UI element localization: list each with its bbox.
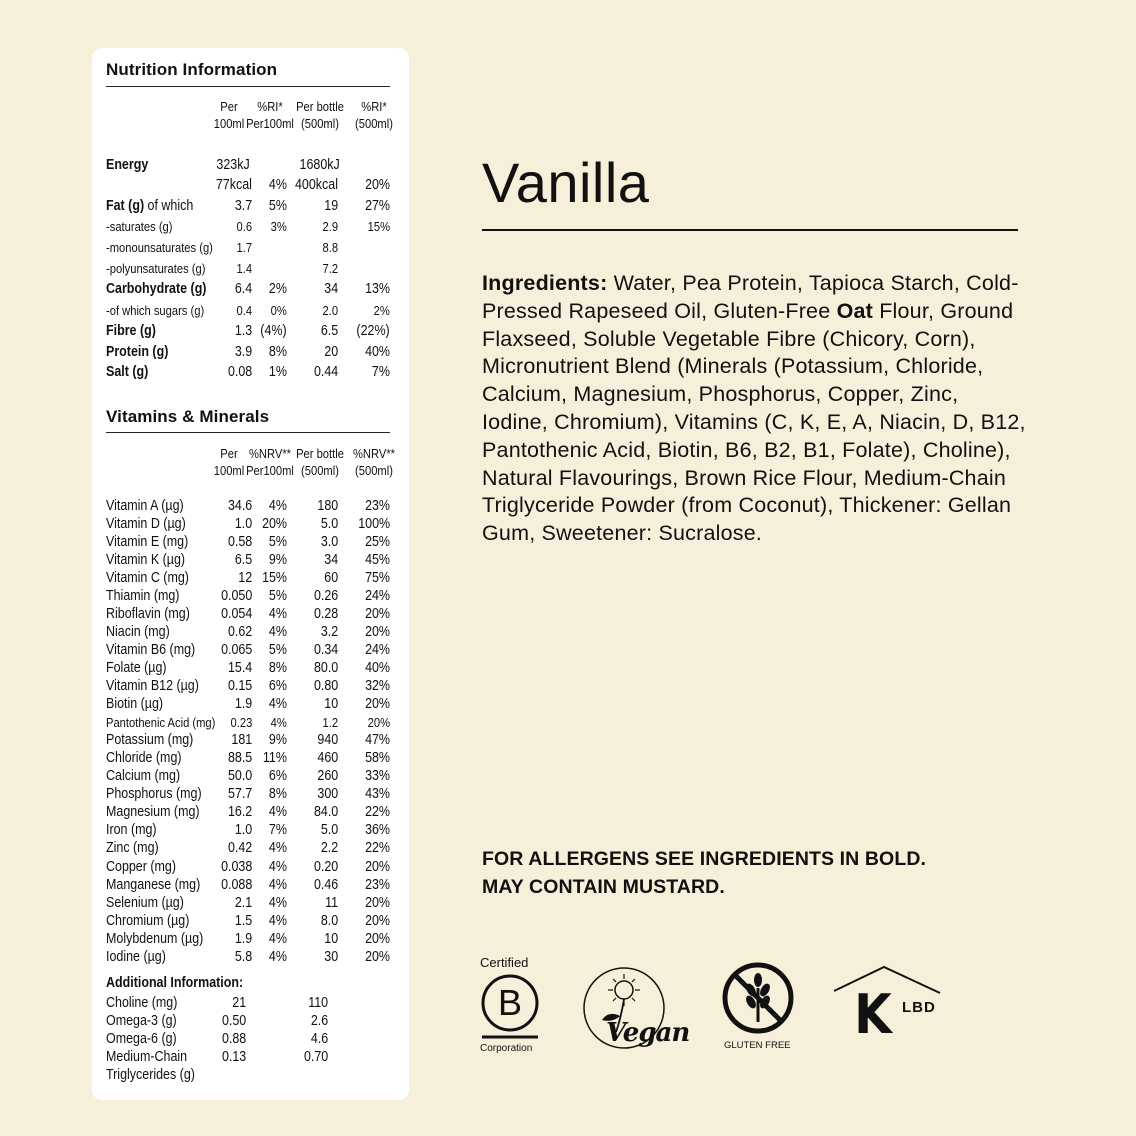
vitamin-row <box>106 822 392 839</box>
column-header: Per 100ml <box>213 446 245 478</box>
vitamin-row <box>106 678 392 695</box>
value-cell: 43% <box>365 786 390 803</box>
value-cell: 0.28 <box>313 605 338 622</box>
value-cell: 3% <box>270 219 287 235</box>
value-cell: 30 <box>324 948 338 965</box>
vitamin-row <box>106 768 392 785</box>
vitamin-row <box>106 714 392 731</box>
row-label: Biotin (µg) <box>106 696 164 713</box>
vitamin-row <box>106 840 392 857</box>
row-label: Chloride (mg) <box>106 750 182 767</box>
value-cell: 5.0 <box>320 515 338 532</box>
vitamin-row <box>106 894 392 911</box>
value-cell: 11 <box>325 894 338 911</box>
row-label: Iron (mg) <box>106 822 157 839</box>
value-cell: 4% <box>268 930 287 947</box>
kosher-lbd-text: LBD <box>902 999 936 1016</box>
row-label-text: of which <box>144 198 194 214</box>
column-header: Per bottle (500ml) <box>296 99 344 131</box>
value-cell: 24% <box>365 641 390 658</box>
kosher-k-letter: K <box>854 983 892 1046</box>
value-cell: 23% <box>365 497 390 514</box>
value-cell: 20% <box>262 515 287 532</box>
vegan-text: Vegan <box>606 1018 690 1048</box>
value-cell: 84.0 <box>313 804 338 821</box>
value-cell: 19 <box>324 198 338 214</box>
bcorp-certified-text: Certified <box>480 955 529 970</box>
value-cell: 8% <box>268 343 287 360</box>
column-header: %NRV** (500ml) <box>352 446 396 478</box>
ingredients-text <box>482 270 1027 548</box>
value-cell: 15% <box>262 569 287 586</box>
value-cell: 50.0 <box>227 768 252 785</box>
value-cell: 0.065 <box>220 641 252 658</box>
value-cell: (4%) <box>260 322 287 339</box>
value-cell: 0.15 <box>227 678 252 694</box>
value-cell: 6.4 <box>234 281 252 298</box>
value-cell: 10 <box>324 930 338 947</box>
value-cell: 40% <box>365 659 390 676</box>
value-cell: 110 <box>308 994 328 1011</box>
value-cell: 0.42 <box>227 840 252 857</box>
value-cell: 0.46 <box>313 876 338 893</box>
value-cell: 4% <box>268 804 287 821</box>
gluten-free-logo <box>718 960 798 1055</box>
value-cell: 20% <box>365 605 390 622</box>
value-cell: 0.80 <box>313 678 338 694</box>
vitamin-row <box>106 912 392 929</box>
nutrient-row <box>106 322 392 340</box>
value-cell: 1.3 <box>234 322 252 339</box>
row-label: Triglycerides (g) <box>106 1066 195 1083</box>
row-label: Phosphorus (mg) <box>106 786 202 803</box>
row-label: Vitamin B6 (mg) <box>106 641 196 658</box>
row-label: Calcium (mg) <box>106 768 181 785</box>
value-cell: 15% <box>367 219 390 235</box>
value-cell: 0.23 <box>230 714 252 730</box>
value-cell: 2.9 <box>322 219 338 235</box>
row-label: Vitamin E (mg) <box>106 533 189 550</box>
vitamin-row <box>106 948 392 965</box>
value-cell: 4% <box>268 948 287 965</box>
vitamin-row <box>106 696 392 713</box>
vitamin-row <box>106 551 392 568</box>
value-cell: (22%) <box>356 322 390 339</box>
row-label: Magnesium (mg) <box>106 804 200 821</box>
value-cell: 0.26 <box>313 587 338 604</box>
row-label: Pantothenic Acid (mg) <box>106 714 216 730</box>
row-label: Vitamin C (mg) <box>106 569 189 586</box>
value-cell: 47% <box>365 732 390 749</box>
value-cell: 2.6 <box>310 1012 328 1029</box>
additional-row <box>106 1048 392 1065</box>
value-cell: 45% <box>365 551 390 568</box>
row-label-bold: Salt (g) <box>106 364 149 381</box>
row-label <box>106 303 204 318</box>
value-cell: 22% <box>365 840 390 857</box>
value-cell: 88.5 <box>227 750 252 767</box>
value-cell: 0.08 <box>227 364 252 381</box>
vitamin-row <box>106 930 392 947</box>
value-cell: 1.0 <box>234 822 252 839</box>
value-cell: 15.4 <box>227 659 252 676</box>
value-cell: 21 <box>232 994 246 1011</box>
bcorp-corporation-text: Corporation <box>480 1043 533 1054</box>
ingredients-part-1: Water, Pea Protein, Tapioca Starch, Cold-Pressed Rapeseed Oil, Gluten-Free <box>482 271 1019 323</box>
value-cell: 4% <box>270 714 287 730</box>
row-label: Thiamin (mg) <box>106 587 180 604</box>
nutrient-row <box>106 239 392 257</box>
value-cell: 36% <box>365 822 390 839</box>
vitamin-row <box>106 732 392 749</box>
value-cell: 2% <box>373 302 390 318</box>
value-cell: 0.58 <box>227 533 252 550</box>
value-cell: 40% <box>365 343 390 360</box>
title-rule <box>106 86 390 87</box>
row-label: Vitamin K (µg) <box>106 551 186 568</box>
row-label <box>106 323 156 339</box>
row-label: Medium-Chain <box>106 1048 188 1065</box>
bcorp-b-icon <box>480 973 542 1043</box>
row-label: Manganese (mg) <box>106 876 201 893</box>
row-label <box>106 219 172 234</box>
nutrient-row <box>106 343 392 361</box>
value-cell: 300 <box>317 786 338 803</box>
vitamin-row <box>106 587 392 604</box>
value-cell: 1% <box>268 364 287 381</box>
value-cell: 33% <box>365 768 390 785</box>
row-label <box>106 281 206 297</box>
value-cell: 7.2 <box>322 260 338 276</box>
column-header: Per 100ml <box>213 99 245 131</box>
value-cell: 4% <box>268 912 287 929</box>
row-label: Chromium (µg) <box>106 912 190 929</box>
vitamin-row <box>106 786 392 803</box>
value-cell: 9% <box>268 732 287 749</box>
row-label <box>106 344 168 360</box>
value-cell: 8% <box>268 786 287 803</box>
nutrient-row <box>106 197 392 215</box>
nutrient-row <box>106 363 392 381</box>
value-cell: 400kcal <box>295 177 338 193</box>
value-cell: 8.8 <box>322 240 338 256</box>
value-cell: 6% <box>268 678 287 694</box>
value-cell: 24% <box>365 587 390 604</box>
gluten-free-text: GLUTEN FREE <box>724 1040 791 1051</box>
nutrition-panel <box>92 48 409 1100</box>
row-label-text: -monounsaturates (g) <box>106 240 213 256</box>
value-cell: 6.5 <box>234 551 252 568</box>
gluten-free-wheat-icon <box>718 960 798 1040</box>
value-cell: 7% <box>371 364 390 381</box>
additional-row <box>106 1066 392 1083</box>
value-cell: 20% <box>365 858 390 875</box>
value-cell: 20% <box>365 894 390 911</box>
vitamin-row <box>106 804 392 821</box>
column-header: %RI* (500ml) <box>355 99 393 131</box>
vitamins-rule <box>106 432 390 433</box>
vitamins-title: Vitamins & Minerals <box>106 407 270 426</box>
bcorp-logo <box>480 953 542 1058</box>
nutrient-row <box>106 259 392 277</box>
nutrient-row <box>106 301 392 319</box>
value-cell: 4% <box>268 894 287 911</box>
row-label <box>106 364 148 380</box>
value-cell: 16.2 <box>227 804 252 821</box>
row-label: Zinc (mg) <box>106 840 159 857</box>
value-cell: 5% <box>268 641 287 658</box>
value-cell: 4% <box>268 876 287 893</box>
vitamin-row <box>106 750 392 767</box>
row-label-bold: Protein (g) <box>106 343 169 360</box>
energy-row <box>106 156 392 174</box>
value-cell: 1.7 <box>236 240 252 256</box>
row-label-bold: Fat (g) <box>106 198 145 214</box>
value-cell: 5% <box>268 533 287 550</box>
value-cell: 20% <box>367 714 390 730</box>
value-cell: 0.34 <box>313 641 338 658</box>
value-cell: 32% <box>365 678 390 694</box>
value-cell: 3.9 <box>234 343 252 360</box>
value-cell: 5.0 <box>320 822 338 839</box>
row-label-text: -of which sugars (g) <box>106 302 205 318</box>
value-cell: 323kJ <box>216 157 250 173</box>
value-cell: 460 <box>317 750 338 767</box>
value-cell: 2.2 <box>320 840 338 857</box>
column-header: %RI* Per100ml <box>246 99 294 131</box>
ingredients-part-2: Flour, Ground Flaxseed, Soluble Vegetable Fibre (Chicory, Corn), Micronutrient Blend (Minerals (Potassium, Chloride, Calcium, Magnesium, Phosphorus, Copper, Zinc, Iodine, Chromium), Vitamins (C, K, E, A, Niacin, D, B12, Pantothenic Acid, Biotin, B6, B2, B1, Folate), Choline), Natural Flavourings, Brown Rice Flour, Medium-Chain Triglyceride Powder (from Coconut), Thickener: Gellan Gum, Sweetener: Sucralose. <box>482 298 1026 546</box>
value-cell: 3.7 <box>234 198 252 214</box>
row-label: Vitamin A (µg) <box>106 497 184 514</box>
row-label: Vitamin B12 (µg) <box>106 678 199 694</box>
vitamin-row <box>106 659 392 676</box>
value-cell: 8.0 <box>320 912 338 929</box>
value-cell: 6% <box>268 768 287 785</box>
row-label <box>106 240 213 255</box>
value-cell: 0.088 <box>220 876 252 893</box>
vitamin-row <box>106 605 392 622</box>
value-cell: 4% <box>268 840 287 857</box>
title-divider <box>482 229 1018 231</box>
value-cell: 180 <box>317 497 338 514</box>
row-label: Riboflavin (mg) <box>106 605 190 622</box>
value-cell: 3.2 <box>320 623 338 640</box>
row-label <box>106 261 205 276</box>
vitamin-row <box>106 623 392 640</box>
value-cell: 0.50 <box>221 1012 246 1029</box>
value-cell: 27% <box>365 198 390 214</box>
value-cell: 1.9 <box>234 930 252 947</box>
row-label: Selenium (µg) <box>106 894 184 911</box>
row-label: Potassium (mg) <box>106 732 194 749</box>
value-cell: 8% <box>268 659 287 676</box>
row-label: Copper (mg) <box>106 858 176 875</box>
value-cell: 1680kJ <box>299 157 340 173</box>
value-cell: 181 <box>231 732 252 749</box>
value-cell: 0.4 <box>236 302 252 318</box>
value-cell: 5% <box>268 198 287 214</box>
value-cell: 940 <box>317 732 338 749</box>
value-cell: 2.0 <box>322 302 338 318</box>
vitamin-row <box>106 641 392 658</box>
vitamin-row <box>106 569 392 586</box>
value-cell: 2.1 <box>234 894 252 911</box>
additional-row <box>106 1012 392 1029</box>
row-label-text: -saturates (g) <box>106 219 173 235</box>
value-cell: 5% <box>268 587 287 604</box>
value-cell: 1.9 <box>234 696 252 713</box>
value-cell: 34 <box>324 281 338 298</box>
nutrient-row <box>106 218 392 236</box>
additional-row <box>106 1030 392 1047</box>
value-cell: 2% <box>268 281 287 298</box>
value-cell: 13% <box>365 281 390 298</box>
value-cell: 1.5 <box>234 912 252 929</box>
vitamin-row <box>106 858 392 875</box>
energy-row-kcal <box>106 176 392 194</box>
allergen-oat: Oat <box>836 298 874 323</box>
row-label: Choline (mg) <box>106 994 178 1011</box>
value-cell: 20% <box>365 948 390 965</box>
row-label-text: -polyunsaturates (g) <box>106 260 206 276</box>
value-cell: 4% <box>268 623 287 640</box>
value-cell: 4% <box>268 605 287 622</box>
value-cell: 20 <box>324 343 338 360</box>
value-cell: 10 <box>324 696 338 713</box>
ingredients-label: Ingredients: <box>482 271 608 295</box>
vitamin-row <box>106 876 392 893</box>
value-cell: 1.2 <box>322 714 338 730</box>
value-cell: 12 <box>238 569 252 586</box>
additional-row <box>106 994 392 1011</box>
value-cell: 11% <box>262 750 287 767</box>
vitamin-row <box>106 497 392 514</box>
kosher-logo <box>832 963 942 1048</box>
value-cell: 77kcal <box>215 177 252 193</box>
value-cell: 22% <box>365 804 390 821</box>
value-cell: 0.13 <box>221 1048 246 1065</box>
value-cell: 25% <box>365 533 390 550</box>
svg-text:B: B <box>497 982 523 1023</box>
value-cell: 260 <box>317 768 338 785</box>
value-cell: 58% <box>365 750 390 767</box>
nutrient-row <box>106 280 392 298</box>
value-cell: 20% <box>365 912 390 929</box>
value-cell: 20% <box>365 623 390 640</box>
additional-title: Additional Information: <box>106 975 244 991</box>
row-label: Omega-6 (g) <box>106 1030 177 1047</box>
value-cell: 0.88 <box>221 1030 246 1047</box>
value-cell: 75% <box>365 569 390 586</box>
value-cell: 57.7 <box>227 786 252 803</box>
nutrition-title: Nutrition Information <box>106 60 278 79</box>
vegan-logo <box>580 966 688 1056</box>
value-cell: 4% <box>268 497 287 514</box>
row-label: Vitamin D (µg) <box>106 515 186 532</box>
value-cell: 5.8 <box>234 948 252 965</box>
row-label: Molybdenum (µg) <box>106 930 204 947</box>
product-title: Vanilla <box>482 151 650 214</box>
value-cell: 0.054 <box>220 605 252 622</box>
row-label: Omega-3 (g) <box>106 1012 177 1029</box>
value-cell: 0.038 <box>220 858 252 875</box>
value-cell: 9% <box>268 551 287 568</box>
value-cell: 1.0 <box>234 515 252 532</box>
allergen-notice <box>482 845 1042 901</box>
value-cell: 4.6 <box>310 1030 328 1047</box>
value-cell: 80.0 <box>313 659 338 676</box>
value-cell: 0.050 <box>220 587 252 604</box>
value-cell: 0.20 <box>313 858 338 875</box>
row-label: Iodine (µg) <box>106 948 166 965</box>
value-cell: 1.4 <box>236 260 252 276</box>
value-cell: 23% <box>365 876 390 893</box>
value-cell: 4% <box>268 177 287 193</box>
allergen-line-1: FOR ALLERGENS SEE INGREDIENTS IN BOLD. <box>482 848 927 870</box>
value-cell: 0.70 <box>303 1048 328 1065</box>
row-label-bold: Carbohydrate (g) <box>106 281 207 298</box>
value-cell: 60 <box>324 569 338 586</box>
value-cell: 4% <box>268 858 287 875</box>
row-label: Energy <box>106 157 149 173</box>
column-header: %NRV** Per100ml <box>246 446 294 478</box>
value-cell: 3.0 <box>320 533 338 550</box>
value-cell: 0% <box>270 302 287 318</box>
value-cell: 0.62 <box>227 623 252 640</box>
vitamin-row <box>106 533 392 550</box>
value-cell: 6.5 <box>320 322 338 339</box>
value-cell: 20% <box>365 696 390 713</box>
value-cell: 4% <box>268 696 287 713</box>
value-cell: 0.44 <box>313 364 338 381</box>
column-header: Per bottle (500ml) <box>296 446 344 478</box>
value-cell: 0.6 <box>236 219 252 235</box>
value-cell: 20% <box>365 930 390 947</box>
row-label-bold: Fibre (g) <box>106 322 156 339</box>
allergen-line-2: MAY CONTAIN MUSTARD. <box>482 876 725 898</box>
value-cell: 7% <box>268 822 287 839</box>
row-label: Niacin (mg) <box>106 623 170 640</box>
value-cell: 100% <box>358 515 390 532</box>
vitamin-row <box>106 515 392 532</box>
value-cell: 20% <box>365 177 390 193</box>
row-label <box>106 198 193 214</box>
row-label: Folate (µg) <box>106 659 167 676</box>
value-cell: 34.6 <box>227 497 252 514</box>
value-cell: 34 <box>324 551 338 568</box>
